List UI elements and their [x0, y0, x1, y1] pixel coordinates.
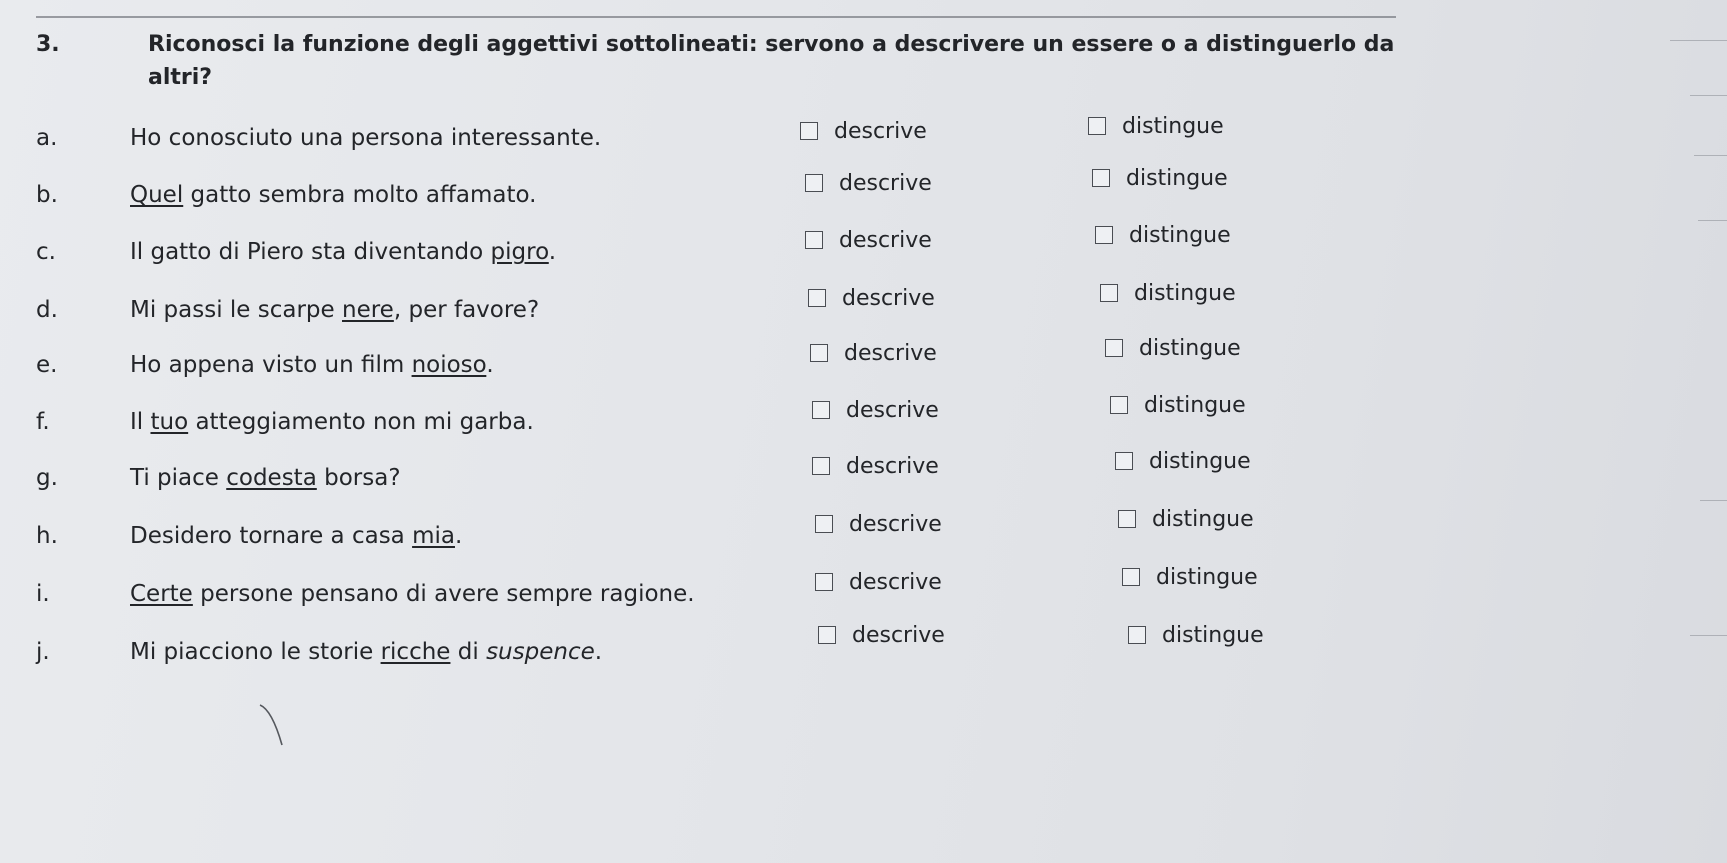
option-descrive[interactable] [818, 620, 945, 650]
option-label: distingue [1149, 448, 1251, 474]
option-distingue[interactable] [1105, 333, 1241, 363]
checkbox[interactable] [1122, 568, 1140, 586]
checkbox[interactable] [818, 626, 836, 644]
item-sentence [130, 345, 494, 385]
option-distingue[interactable] [1115, 446, 1251, 476]
sentence-text: Ho conosciuto una persona interessante. [130, 125, 602, 151]
option-descrive[interactable] [810, 338, 937, 368]
checkbox[interactable] [812, 401, 830, 419]
underlined-adjective: noioso [411, 352, 487, 378]
sentence-text: , per favore? [393, 297, 540, 323]
item-letter: c. [36, 239, 56, 265]
option-distingue[interactable] [1092, 163, 1228, 193]
option-descrive[interactable] [815, 567, 942, 597]
exercise-item [0, 335, 1727, 385]
item-sentence [130, 232, 556, 272]
item-sentence [130, 632, 602, 672]
option-label: distingue [1162, 622, 1264, 648]
underlined-adjective: mia [412, 523, 455, 549]
item-letter: i. [36, 581, 50, 607]
item-letter: j. [36, 639, 50, 665]
exercise-item [0, 222, 1727, 272]
exercise-item [0, 280, 1727, 330]
underlined-adjective: codesta [226, 465, 317, 491]
exercise-item [0, 113, 1727, 158]
checkbox[interactable] [800, 122, 818, 140]
item-letter: e. [36, 352, 58, 378]
option-descrive[interactable] [800, 116, 927, 146]
underlined-adjective: pigro [490, 239, 549, 265]
checkbox[interactable] [1092, 169, 1110, 187]
checkbox[interactable] [1128, 626, 1146, 644]
option-descrive[interactable] [812, 395, 939, 425]
exercise-item [0, 165, 1727, 215]
option-distingue[interactable] [1100, 278, 1236, 308]
sentence-text: Desidero tornare a casa [130, 523, 413, 549]
option-descrive[interactable] [805, 225, 932, 255]
exercise-instruction: Riconosci la funzione degli aggettivi sottolineati: servono a descrivere un essere o a distinguerlo da altri? [148, 32, 1395, 90]
exercise-item [0, 564, 1727, 614]
sentence-text: borsa? [316, 465, 401, 491]
option-label: distingue [1126, 165, 1228, 191]
option-label: descrive [846, 453, 939, 479]
italic-word: suspence [486, 639, 595, 665]
underlined-adjective: ricche [380, 639, 451, 665]
option-label: descrive [849, 569, 942, 595]
option-distingue[interactable] [1095, 220, 1231, 250]
option-descrive[interactable] [812, 451, 939, 481]
option-descrive[interactable] [815, 509, 942, 539]
checkbox[interactable] [1105, 339, 1123, 357]
option-label: descrive [849, 511, 942, 537]
item-sentence [130, 574, 695, 614]
option-label: descrive [839, 227, 932, 253]
pencil-stroke-mark [258, 700, 288, 750]
item-letter: d. [36, 297, 58, 323]
item-sentence [130, 458, 401, 498]
option-distingue[interactable] [1118, 504, 1254, 534]
sentence-text: Mi passi le scarpe [130, 297, 342, 323]
sentence-text: gatto sembra molto affamato. [183, 182, 537, 208]
exercise-item [0, 392, 1727, 442]
item-sentence [130, 290, 539, 330]
option-distingue[interactable] [1110, 390, 1246, 420]
item-letter: f. [36, 409, 50, 435]
item-letter: a. [36, 125, 58, 151]
checkbox[interactable] [805, 231, 823, 249]
item-sentence [130, 516, 462, 556]
page-edge-mark [1690, 95, 1727, 96]
option-label: descrive [844, 340, 937, 366]
sentence-text: Il [130, 409, 151, 435]
item-letter: b. [36, 182, 58, 208]
underlined-adjective: tuo [150, 409, 189, 435]
sentence-text: Mi piacciono le storie [130, 639, 381, 665]
page-edge-mark [1698, 220, 1727, 221]
checkbox[interactable] [1115, 452, 1133, 470]
option-label: descrive [846, 397, 939, 423]
sentence-text: Ti piace [130, 465, 227, 491]
option-distingue[interactable] [1088, 111, 1224, 141]
sentence-text: . [548, 239, 557, 265]
underlined-adjective: nere [342, 297, 394, 323]
checkbox[interactable] [808, 289, 826, 307]
sentence-text: di [450, 639, 487, 665]
sentence-text: . [594, 639, 603, 665]
checkbox[interactable] [812, 457, 830, 475]
option-label: distingue [1144, 392, 1246, 418]
top-rule [36, 16, 1396, 18]
option-label: distingue [1156, 564, 1258, 590]
checkbox[interactable] [805, 174, 823, 192]
option-label: distingue [1139, 335, 1241, 361]
checkbox[interactable] [815, 573, 833, 591]
option-descrive[interactable] [808, 283, 935, 313]
option-distingue[interactable] [1122, 562, 1258, 592]
option-label: descrive [852, 622, 945, 648]
underlined-adjective: Certe [130, 581, 193, 607]
item-letter: g. [36, 465, 58, 491]
exercise-item [0, 448, 1727, 498]
exercise-item [0, 622, 1727, 672]
option-label: distingue [1152, 506, 1254, 532]
option-label: descrive [839, 170, 932, 196]
exercise-item [0, 506, 1727, 556]
item-sentence [130, 175, 536, 215]
option-descrive[interactable] [805, 168, 932, 198]
item-sentence [130, 402, 534, 442]
checkbox[interactable] [810, 344, 828, 362]
checkbox[interactable] [1095, 226, 1113, 244]
option-label: distingue [1122, 113, 1224, 139]
page-edge-mark [1670, 40, 1727, 41]
checkbox[interactable] [1088, 117, 1106, 135]
sentence-text: persone pensano di avere sempre ragione. [192, 581, 695, 607]
sentence-text: . [486, 352, 494, 378]
option-label: descrive [834, 118, 927, 144]
underlined-adjective: Quel [130, 182, 184, 208]
sentence-text: . [454, 523, 463, 549]
checkbox[interactable] [1100, 284, 1118, 302]
exercise-number: 3. [36, 32, 60, 57]
checkbox[interactable] [815, 515, 833, 533]
checkbox[interactable] [1110, 396, 1128, 414]
checkbox[interactable] [1118, 510, 1136, 528]
option-label: distingue [1134, 280, 1236, 306]
option-label: distingue [1129, 222, 1231, 248]
item-sentence [130, 118, 601, 158]
sentence-text: Ho appena visto un film [130, 352, 412, 378]
page-edge-mark [1700, 500, 1727, 501]
sentence-text: Il gatto di Piero sta diventando [130, 239, 491, 265]
option-distingue[interactable] [1128, 620, 1264, 650]
sentence-text: atteggiamento non mi garba. [188, 409, 534, 435]
option-label: descrive [842, 285, 935, 311]
item-letter: h. [36, 523, 58, 549]
